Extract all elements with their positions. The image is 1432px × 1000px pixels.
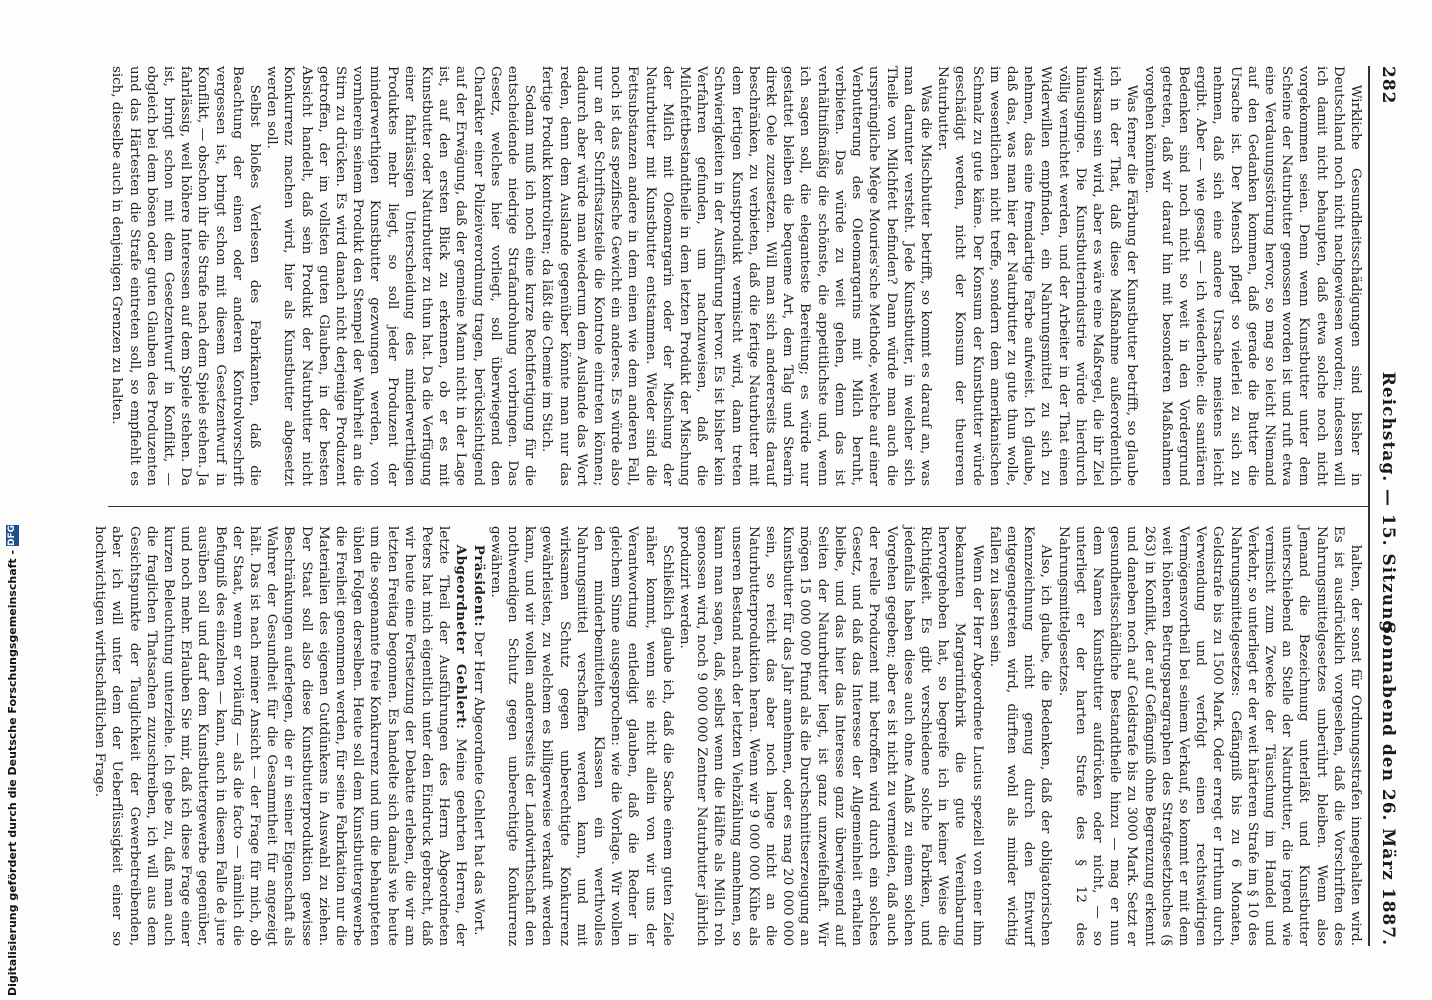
paragraph: halten, der sonst für Ordnungsstrafen innegehalten wird. Es ist ausdrücklich vorgesehen, daß die Vorschriften des Nahrungsmittelgesetzes unberührt bleiben. Wenn also Jemand die Bezeichnung unterläßt und Kunstbutter unterschiebend an Stelle der Naturbutter, die irgend wie vermischt zum Zwecke der Täuschung im Handel und Verkehr, so unterliegt er der weit härteren Strafe im § 10 des Nahrungsmittelgesetzes: Gefängniß bis zu 6 Monaten, Geldstrafe bis zu 1500 Mark. Oder erregt er Irrthum durch Verwendung und verfolgt einen rechtswidrigen Vermögensvortheil bei seinem Verkauf, so kommt er mit dem weit höheren Betrugsparagraphen des Strafgesetzbuches (§ 263) in Konflikt, der auf Gefängniß ohne Begrenzung erkennt und daneben noch auf Geldstrafe bis zu 3000 Mark. Setzt er gesundheitsschädliche Bestandtheile hinzu — mag er nun dem Namen Kunstbutter aufdrücken oder nicht, — so unterliegt er der harten Strafe des § 12 des Nahrungsmittelgesetzes.: [1055, 526, 1363, 946]
dfg-logo: DFG: [6, 524, 17, 546]
speaker-paragraph: Präsident: Der Herr Abgeordnete Gehlert hat das Wort.: [470, 544, 487, 936]
footer-text: Digitalisierung gefördert durch die Deutsche Forschungsgemeinschaft -: [5, 549, 19, 996]
paragraph: Sodann muß ich noch eine kurze Rechtfertigung für die entscheidende niedrige Strafandrohung vorbringen. Das Gesetz, welches hier vorliegt, soll überwiegend den Charakter einer Polizeiverordnung tragen, berücksichtigend auf der Erwägung, daß der gemeine Mann nicht in der Lage ist, auf den ersten Blick zu erkennen, ob er es mit Kunstbutter oder Naturbutter zu thun hat. Da die Verfügung einer fahrlässigen Unterscheidung des minderwerthigen Produktes mehr liegt, so soll jeder Produzent der minderwerthigen Kunstbutter gezwungen werden, von vornherein seinem Produkt den Stempel der Wahrheit an die Stirn zu drücken. Es wird danach nicht derjenige Produzent getroffen, der im vollsten guten Glauben, in der besten Absicht handelt, daß sein Produkt der Naturbutter nicht Konkurrenz machen wird, hier als Kunstbutter abgesetzt werden soll.: [264, 66, 538, 486]
header-date: Sonnabend den 26. März 1887.: [1378, 621, 1398, 946]
header-rule: [1368, 66, 1370, 946]
column-divider: [108, 506, 1368, 507]
speaker-name: Präsident:: [470, 544, 487, 627]
page-number: 282: [1378, 66, 1398, 105]
digitization-footer: [4, 524, 20, 996]
rotated-document-page: [78, 66, 1398, 946]
speaker-paragraph: Abgeordneter Gehlert: Meine geehrten Herren, der letzte Theil der Ausführungen des Herrn Abgeordneten Peters hat mich eigentlich unter den Eindruck gebracht, daß wir heute eine Fortsetzung der Debatte erleben, die wir am letzten Freitag begonnen. Es handelte sich damals wie heute um die sogenannte freie Konkurrenz und um die behaupteten üblen Folgen derselben. Heute soll dem Kunstbuttergewerbe die Freiheit genommen werden, für seine Fabrikation nur die Materialien des eigenen Gutdünkens in Auswahl zu ziehen. Der Staat soll also diese Kunstbutterproduktion gewisse Beschränkungen auferlegen, die er in seiner Eigenschaft als Wahrer der Gesundheit für die Gesammtheit für angezeigt hält. Das ist nach meiner Ansicht — der Frage für mich, ob der Staat, wenn er vorläufig — als die facto — nämlich die Befugniß des einzelnen — kann, auch in diesem Falle de jure ausüben soll und darf dem Kunstbuttergewerbe gegenüber, und noch mehr. Erlauben Sie mir, daß ich diese Frage einer kurzen Beleuchtung unterziehe. Ich gebe zu, daß man auch die fraglichen Thatsachen zuzuschreiben, ich will aus dem Gesichtspunkte der Tauglichkeit der Gewerbetreibenden, aber ich will unter dem der Ueberflüssigkeit einer so hochwichtigen wirthschaftlichen Frage.: [92, 526, 470, 946]
paragraph: Wenn der Herr Abgeordnete Lucius speziell von einer ihm bekannten Margarinfabrik die gute Vereinbarung hervorgehoben hat, so begreife ich in keiner Weise die Richtigkeit. Es gibt verschiedene solche Fabriken, und jedenfalls haben diese auch ohne Anlaß zu einem solchen Vorgehen gegeben; aber es ist nicht zu vermeiden, daß auch der reelle Produzent mit betroffen wird durch ein solches Gesetz, und daß das Interesse der Allgemeinheit erhalten bleibe, und das hier das Interesse ganz überwiegend auf Seiten der Naturbutter liegt, ist ganz unzweifelhaft. Wir mögen 15 000 000 Pfund als die Durchschnittserzeugung an Kunstbutter für das Jahr annehmen, oder es mag 20 000 000 sein, so reicht das aber noch lange nicht an die Naturbutterproduktion heran. Wenn wir 9 000 000 Kühe als unseren Bestand nach der letzten Viehzählung annehmen, so kann man sagen, daß, selbst wenn die Hälfte als Milch roh genossen wird, noch 9 000 000 Zentner Naturbutter jährlich produzirt werden.: [677, 526, 985, 946]
paragraph: Was ferner die Färbung der Kunstbutter betrifft, so glaube ich in der That, daß diese Maßnahme außerordentlich wirksam sein wird, aber es wäre eine Maßregel, die ihr Ziel hinausginge. Die Kunstbutterindustrie würde hierdurch völlig vernichtet werden, und der Arbeiter in der That einen Widerwillen empfinden, ein Nahrungsmittel zu sich zu nehmen, das eine fremdartige Farbe aufweist. Ich glaube, daß das, was man hier der Naturbutter zu gute thun wolle, im wesentlichen nicht treffe, sondern dem amerikanischen Schmalz zu gute käme. Der Konsum der Kunstbutter würde geschädigt werden, nicht der Konsum der theureren Naturbutter.: [935, 66, 1140, 486]
paragraph: Wirkliche Gesundheitsschädigungen sind bisher in Deutschland noch nicht nachgewiesen worden; indessen will ich damit nicht behaupten, daß etwa solche noch nicht vorgekommen seien. Denn wenn Kunstbutter unter dem Scheine der Naturbutter genossen worden ist und ruft etwa eine Verdauungsstörung hervor, so mag so leicht Niemand auf den Gedanken kommen, daß gerade die Butter die Ursache ist. Der Mensch pflegt so vielerlei zu sich zu nehmen, daß sich eine andere Ursache meistens leicht ergibt. Aber — wie gesagt — ich wiederhole: die sanitären Bedenken sind noch nicht so weit in den Vordergrund getreten, daß wir darauf hin mit besonderen Maßnahmen vorgehen könnten.: [1141, 66, 1363, 486]
header-title: Reichstag. — 15. Sitzung.: [1378, 371, 1398, 641]
paragraph: Schließlich glaube ich, daß die Sache einem guten Ziele näher kommt, wenn sie nicht allein von wir uns der Verantwortung entledigt glauben, daß die Redner in gleichem Sinne ausgesprochen: wie die Vorlage. Wir wollen den minderbemittelten Klassen ein werthvolles Nahrungsmittel verschaffen werden kann, und mit wirksamen Schutz gegen unberechtigte Konkurrenz gewährleisten, zu welchem es billigerweise verkauft werden kann, und wir wollen andererseits der Landwirthschaft den nothwendigen Schutz gegen unberechtigte Konkurrenz gewähren.: [487, 526, 675, 946]
paragraph: Selbst bloßes Verlesen des Fabrikanten, daß die Beachtung der einen oder anderen Kontrolvorschrift vergessen ist, bringt schon mit diesem Gesetzentwurf in Konflikt, — obschon ihr die Strafe nach dem Spiele stehen. Ja fahrlässig, weil höhere Interessen auf dem Spiele stehen. Da ist, bringt schon mit dem Gesetzentwurf in Konflikt, — obgleich bei dem bösen oder guten Glauben des Produzenten und das Härtesten die Strafe eintreten soll, so empfiehlt es sich, dieselbe auch in denjenigen Grenzen zu halten.: [109, 66, 262, 486]
left-column: [108, 66, 1364, 486]
paragraph: Also, ich glaube, die Bedenken, daß der obligatorischen Kennzeichnung nicht genug durch den Entwurf entgegengetreten wird, dürften wohl als minder wichtig fallen zu lassen sein.: [986, 526, 1054, 946]
paragraph: Was die Mischbutter betrifft, so kommt es darauf an, was man darunter versteht. Jede Kunstbutter, in welcher sich Theile von Milchfett befinden? Dann würde man auch die ursprüngliche Mège Mouries'sche Methode, welche auf einer Verbutterung des Oleomargarins mit Milch beruht, verbieten. Das würde zu weit gehen, denn das ist verhältnißmäßig die schönste, die appetitlichste und, wenn ich sagen soll, die eleganteste Bereitung; es würde nur gestattet bleiben die bequeme Art, dem Talg und Stearin direkt Oele zuzusetzen. Will man sich andererseits darauf beschränken, zu verbieten, daß die fertige Naturbutter mit dem fertigen Kunstprodukt vermischt wird, dann treten Schwierigkeiten in der Ausführung hervor. Es ist bisher kein Verfahren gefunden, um nachzuweisen, daß die Milchfettbestandtheile in dem letzten Produkt der Mischung der Milch mit Oleomargarin oder der Mischung der Naturbutter mit Kunstbutter entstammen. Wieder sind die Fettsubstanzen andere in dem einen wie dem anderen Fall, noch ist das spezifische Gewicht ein anderes. Es würde also nur an der Schriftsatzsteile die Kontrole eintreten können; dadurch aber würde man wiederum dem Auslande das Wort reden, denn dem Auslande gegenüber könnte man nur das fertige Produkt kontroliren; da läßt die Chemie im Stich.: [539, 66, 933, 486]
page-header: [1372, 66, 1398, 946]
speaker-name: Abgeordneter Gehlert:: [453, 544, 470, 730]
right-column: [91, 526, 1364, 946]
